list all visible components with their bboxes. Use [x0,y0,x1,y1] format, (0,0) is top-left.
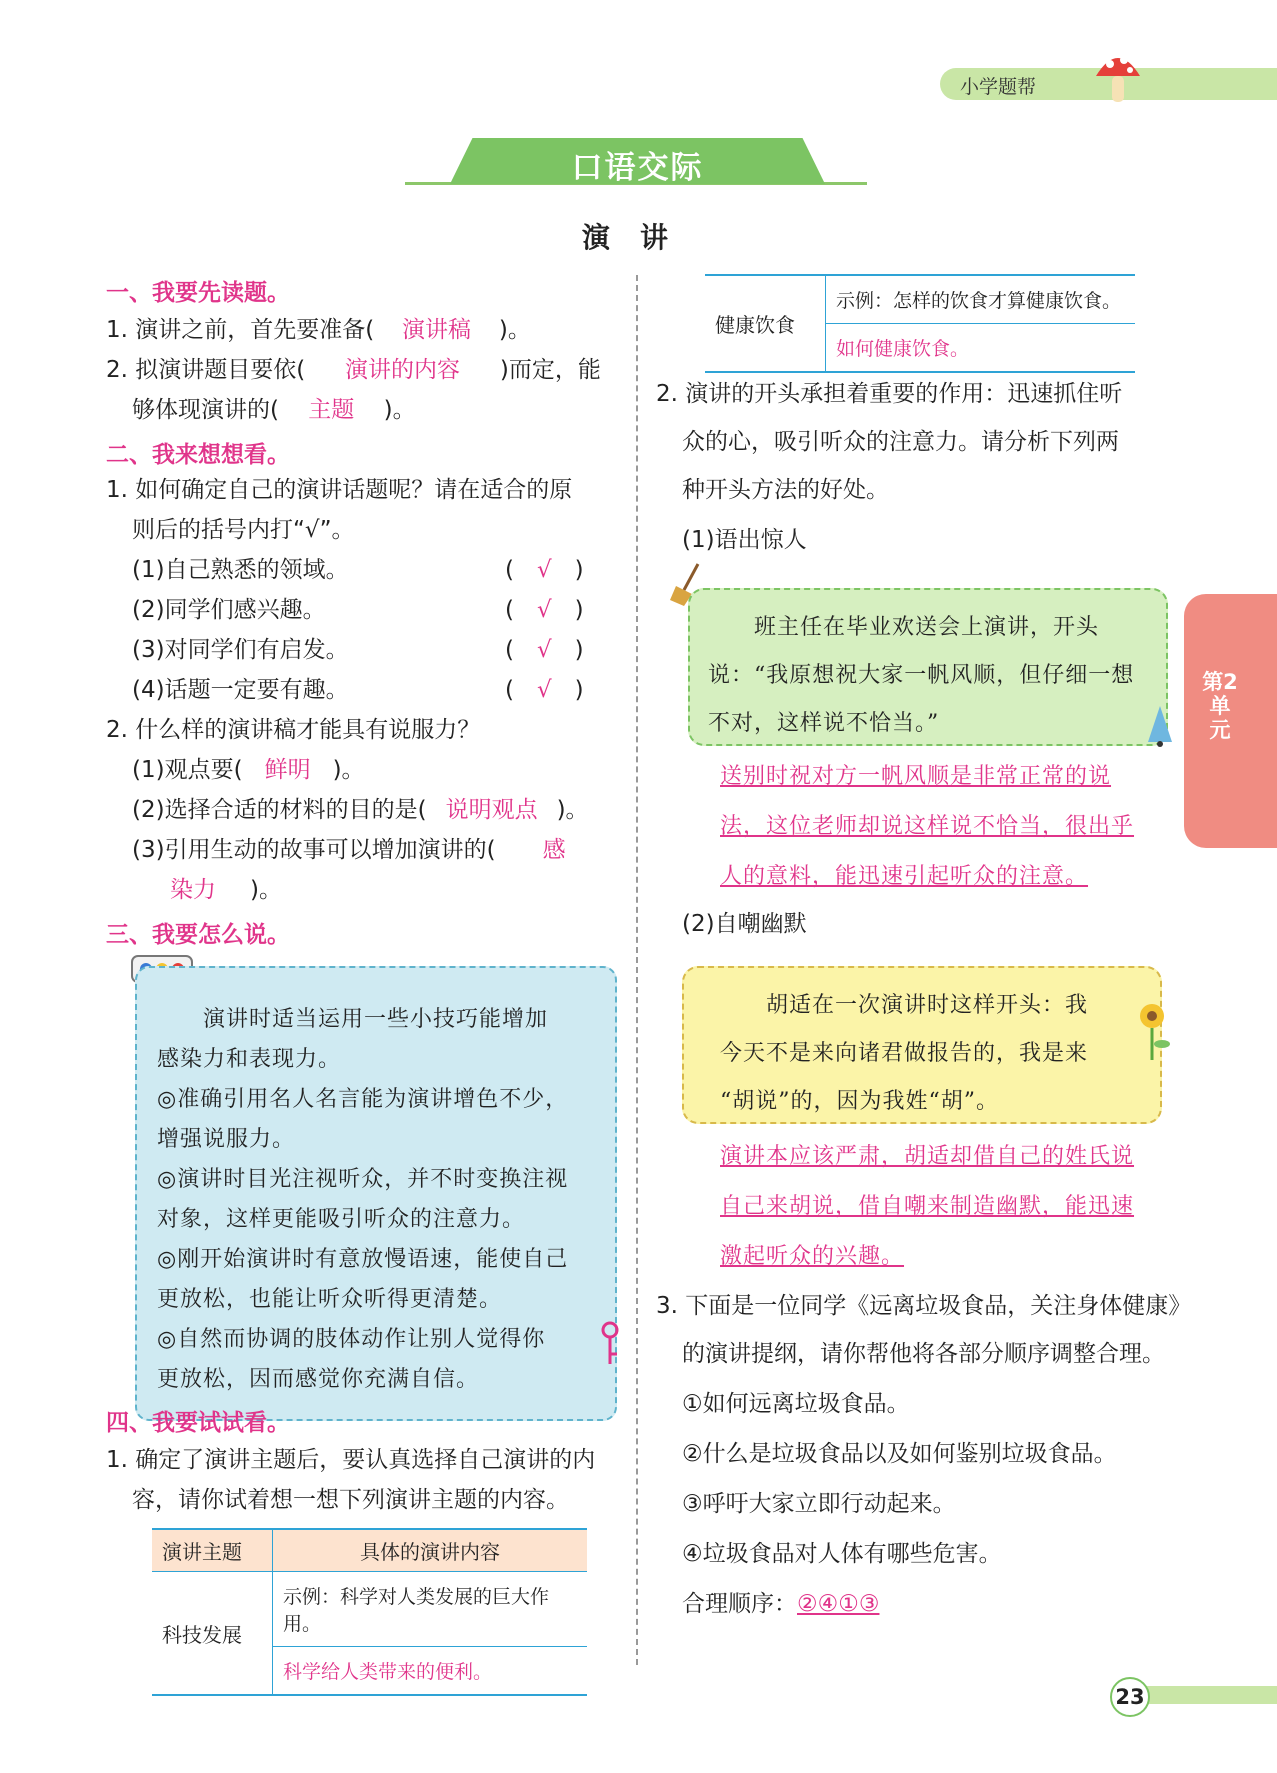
option-item: (2)同学们感兴趣。 [132,597,326,623]
question-4-1: 1. 确定了演讲主题后，要认真选择自己演讲的内 [106,1447,596,1473]
tip-line: 演讲时适当运用一些小技巧能增加 [157,1007,549,1032]
question-2-1: 1. 如何确定自己的演讲话题呢？请在适合的原 [106,477,573,503]
tip-line: ◎刚开始演讲时有意放慢语速，能使自己 [157,1247,569,1272]
question-r2: 2. 演讲的开头承担着重要的作用：迅速抓住听 [656,381,1123,407]
question-r3-cont: 的演讲提纲，请你帮他将各部分顺序调整合理。 [682,1341,1165,1367]
outline-item: ④垃圾食品对人体有哪些危害。 [682,1541,1002,1567]
column-divider [636,275,638,1665]
bell-icon [1142,702,1178,748]
question-2-2b: (2)选择合适的材料的目的是( 说明观点 )。 [132,790,589,830]
tip-line: 感染力和表现力。 [157,1047,342,1072]
question-2-2c: (3)引用生动的故事可以增加演讲的( 感 [132,830,566,870]
sunflower-icon [1130,1000,1174,1064]
question-1-2-cont: 够体现演讲的( 主题 )。 [132,390,416,430]
option-item: (4)话题一定要有趣。 [132,677,349,703]
subquestion-2: (2)自嘲幽默 [682,911,807,937]
table-cell-example: 示例：科学对人类发展的巨大作用。 [273,1572,588,1647]
answer-block-1: 送别时祝对方一帆风顺是非常正常的说 法，这位老师却说这样说不恰当，很出乎 人的意料，能迅速引起听众的注意。 [720,764,1135,889]
answer-blank: 染力 [170,877,216,903]
check-mark: ( √ ) [505,597,584,623]
answer-blank: 演讲的内容 [345,357,461,383]
question-2-1-cont: 则后的括号内打“√”。 [132,517,355,543]
key-icon [597,1320,623,1368]
table-cell-answer: 科学给人类带来的便利。 [273,1647,588,1696]
section-4-heading: 四、我要试试看。 [106,1410,290,1436]
tip-line: 对象，这样更能吸引听众的注意力。 [157,1207,526,1232]
question-1-2: 2. 拟演讲题目要依( 演讲的内容 )而定，能 [106,350,601,390]
subquestion-1: (1)语出惊人 [682,527,807,553]
table-cell-topic: 健康饮食 [705,275,826,372]
quote-box-yellow: 胡适在一次演讲时这样开头：我 今天不是来向诸君做报告的，我是来 “胡说”的，因为我姓“胡”。 [682,966,1162,1124]
tip-line: 更放松，因而感觉你充满自信。 [157,1367,480,1392]
question-2-2: 2. 什么样的演讲稿才能具有说服力？ [106,717,481,743]
tips-box [135,966,617,1421]
question-2-2a: (1)观点要( 鲜明 )。 [132,750,365,790]
section-3-heading: 三、我要怎么说。 [106,922,290,948]
outline-item: ①如何远离垃圾食品。 [682,1391,910,1417]
answer-blank: 感 [542,837,566,863]
table-cell-topic: 科技发展 [152,1572,273,1696]
tip-line: ◎自然而协调的肢体动作让别人觉得你 [157,1327,546,1352]
answer-block-2: 演讲本应该严肃，胡适却借自己的姓氏说 自己来胡说，借自嘲来制造幽默，能迅速 激起听众的兴趣。 [720,1144,1135,1269]
tip-line: 增强说服力。 [157,1127,296,1152]
tip-line: ◎准确引用名人名言能为演讲增色不少， [157,1087,569,1112]
tip-line: ◎演讲时目光注视听众，并不时变换注视 [157,1167,569,1192]
check-mark: ( √ ) [505,557,584,583]
section-2-heading: 二、我来想想看。 [106,442,290,468]
topic-table-continued [705,274,1135,373]
order-answer: ②④①③ [797,1591,880,1617]
option-item: (1)自己熟悉的领域。 [132,557,349,583]
question-r2-cont: 众的心，吸引听众的注意力。请分析下列两 [682,429,1119,455]
brand-label: 小学题帮 [960,76,1037,98]
mushroom-icon [1092,46,1144,108]
answer-blank: 主题 [308,397,355,423]
question-4-1-cont: 容，请你试着想一想下列演讲主题的内容。 [132,1487,569,1513]
check-mark: ( √ ) [505,637,584,663]
page-number: 23 [1110,1677,1150,1717]
table-cell-example: 示例：怎样的饮食才算健康饮食。 [826,275,1136,324]
quote-box-green: 班主任在毕业欢送会上演讲，开头 说：“我原想祝大家一帆风顺，但仔细一想 不对，这样说不恰当。” [688,588,1168,746]
outline-item: ②什么是垃圾食品以及如何鉴别垃圾食品。 [682,1441,1117,1467]
table-header: 具体的演讲内容 [273,1529,588,1572]
outline-item: ③呼吁大家立即行动起来。 [682,1491,956,1517]
topic-table [152,1528,587,1696]
answer-blank: 鲜明 [264,757,311,783]
unit-tab-label: 第2单元 [1202,670,1238,742]
question-r3: 3. 下面是一位同学《远离垃圾食品，关注身体健康》 [656,1293,1192,1319]
answer-blank: 演讲稿 [402,317,472,343]
table-cell-answer: 如何健康饮食。 [826,324,1136,373]
question-1-1: 1. 演讲之前，首先要准备( 演讲稿 )。 [106,310,531,350]
order-line: 合理顺序：②④①③ [682,1591,880,1617]
section-1-heading: 一、我要先读题。 [106,280,290,306]
question-2-2c-cont: 染力 )。 [170,870,282,910]
tip-line: 更放松，也能让听众听得更清楚。 [157,1287,503,1312]
check-mark: ( √ ) [505,677,584,703]
section-banner-title: 口语交际 [571,150,704,186]
answer-blank: 说明观点 [445,797,538,823]
lesson-title: 演讲 [581,221,698,254]
table-header: 演讲主题 [152,1529,273,1572]
option-item: (3)对同学们有启发。 [132,637,349,663]
question-r2-cont: 种开头方法的好处。 [682,477,889,503]
